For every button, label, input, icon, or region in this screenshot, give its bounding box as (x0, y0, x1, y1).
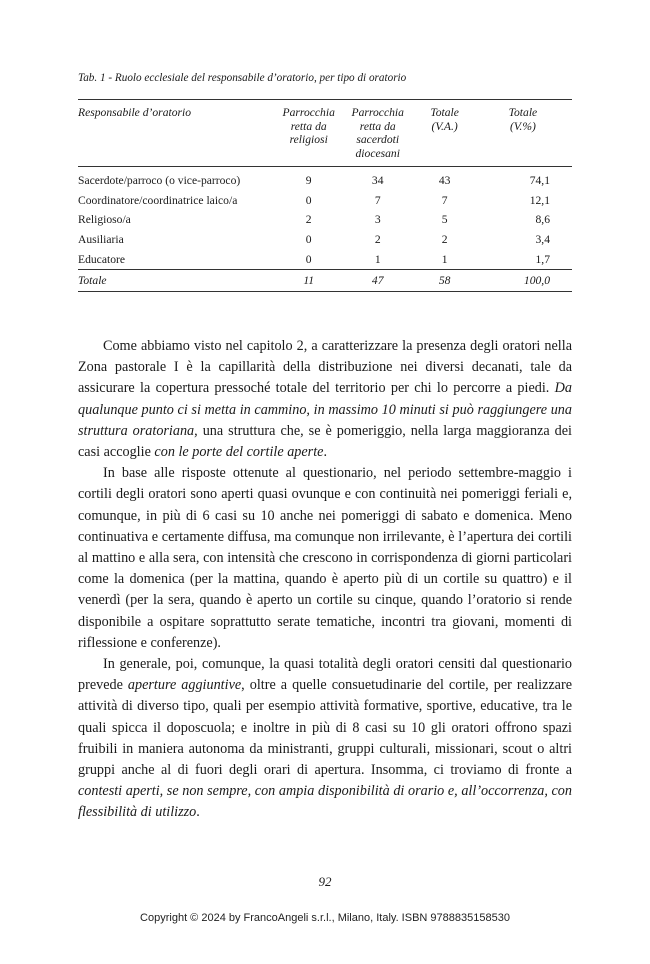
cell-totale-vp: 74,1 (529, 174, 550, 188)
data-table (78, 99, 572, 292)
cell-totale-vp: 8,6 (535, 213, 550, 227)
total-va: 58 (438, 273, 451, 287)
total-label: Totale (78, 273, 107, 287)
table-header-row (78, 100, 572, 167)
cell-religiosi: 0 (305, 193, 312, 207)
cell-diocesani: 2 (374, 233, 381, 247)
cell-totale-vp: 1,7 (535, 252, 550, 266)
table-row (78, 210, 572, 230)
table-row (78, 167, 572, 191)
header-totale-va: Totale (V.A.) (430, 106, 459, 133)
cell-religiosi: 0 (305, 252, 312, 266)
cell-totale-va: 1 (441, 252, 448, 266)
table-total-row (78, 269, 572, 291)
table-row (78, 249, 572, 269)
cell-religiosi: 2 (305, 213, 312, 227)
paragraph: Come abbiamo visto nel capitolo 2, a caratterizzare la presenza degli oratori nella Zona pastorale I è la capillarità della distribuzione nei diversi decanati, tale da assicurare la copertura pressoché totale del territorio per chi lo percorre a piedi. Da qualunque punto ci si metta in cammino, in massimo 10 minuti si può raggiungere una struttura oratoriana, una struttura che, se è pomeriggio, nella larga maggioranza dei casi accoglie con le porte del cortile aperte. (78, 338, 572, 461)
paragraph: In base alle risposte ottenute al questionario, nel periodo settembre-maggio i cortili degli oratori sono aperti quasi ovunque e con continuità nei pomeriggi feriali e, comunque, in più di 6 casi su 10 anche nei pomeriggi di sabato e domenica. Meno continuativa e certamente diffusa, ma comunque non irrilevante, è l’apertura dei cortili al mattino e alla sera, con intensità che crescono in corrispondenza di giorni particolari come la domenica (per la mattina, quando è aperto più di un cortile su quattro) e il venerdì (per la sera, quando è aperto un cortile su cinque, quando l’oratorio si rende disponibile a ospitare soprattutto serate tematiche, incontri tra giovani, momenti di riflessione e conferenze). (78, 465, 572, 651)
cell-religiosi: 9 (305, 174, 312, 188)
cell-diocesani: 1 (374, 252, 381, 266)
total-religiosi: 11 (303, 273, 315, 287)
total-vp: 100,0 (523, 273, 550, 287)
row-label: Ausiliaria (78, 233, 124, 247)
cell-diocesani: 34 (371, 174, 384, 188)
cell-totale-va: 43 (438, 174, 451, 188)
row-label: Religioso/a (78, 213, 131, 227)
cell-totale-va: 2 (441, 233, 448, 247)
header-parrocchia-diocesani: Parrocchia retta da sacerdoti diocesani (351, 106, 404, 160)
cell-totale-va: 7 (441, 193, 448, 207)
copyright-notice: Copyright © 2024 by FrancoAngeli s.r.l., Milano, Italy. ISBN 9788835158530 (140, 912, 510, 924)
cell-totale-vp: 12,1 (529, 193, 550, 207)
cell-religiosi: 0 (305, 233, 312, 247)
page-number: 92 (318, 874, 332, 889)
table-row (78, 230, 572, 250)
row-label: Coordinatore/coordinatrice laico/a (78, 193, 238, 207)
paragraph: In generale, poi, comunque, la quasi totalità degli oratori censiti dal questionario prevede aperture aggiuntive, oltre a quelle consuetudinarie del cortile, per realizzare attività di diverso tipo, quali per esempio attività formative, sportive, educative, tra le quali spicca il doposcuola; e inoltre in più di 8 casi su 10 gli oratori offrono spazi fruibili in maniera autonoma da ministranti, gruppi culturali, missionari, scout o altri gruppi anche al di fuori degli orari di apertura. Insomma, ci troviamo di fronte a contesti aperti, se non sempre, con ampia disponibilità di orario e, all’occorrenza, con flessibilità di utilizzo. (78, 656, 572, 821)
header-totale-vp: Totale (V.%) (508, 106, 538, 133)
table-caption: Tab. 1 - Ruolo ecclesiale del responsabile d’oratorio, per tipo di oratorio (78, 72, 407, 84)
row-label: Educatore (78, 252, 125, 266)
body-text (78, 336, 572, 824)
cell-diocesani: 3 (374, 213, 381, 227)
total-diocesani: 47 (371, 273, 384, 287)
table-row (78, 191, 572, 211)
header-parrocchia-religiosi: Parrocchia retta da religiosi (282, 106, 335, 146)
cell-diocesani: 7 (374, 193, 381, 207)
cell-totale-vp: 3,4 (535, 233, 550, 247)
row-label: Sacerdote/parroco (o vice-parroco) (78, 174, 241, 188)
cell-totale-va: 5 (441, 213, 448, 227)
header-responsabile: Responsabile d’oratorio (78, 106, 192, 119)
